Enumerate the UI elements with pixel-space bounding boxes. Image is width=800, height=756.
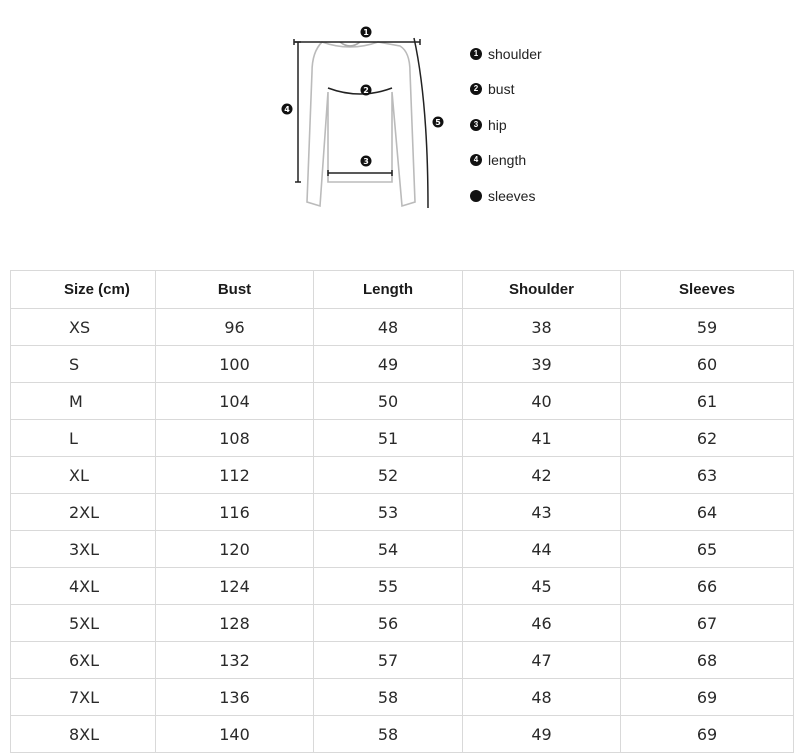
cell-length: 51: [314, 420, 463, 457]
svg-text:3: 3: [363, 157, 369, 166]
table-row: [11, 383, 794, 420]
cell-length: 56: [314, 605, 463, 642]
size-chart-table: [10, 270, 794, 753]
cell-bust: 104: [156, 383, 314, 420]
cell-shoulder: 49: [463, 716, 621, 753]
table-row: [11, 309, 794, 346]
header-bust: Bust: [156, 271, 314, 309]
cell-size: S: [11, 346, 156, 383]
cell-sleeves: 63: [621, 457, 794, 494]
cell-length: 52: [314, 457, 463, 494]
table-header-row: [11, 271, 794, 309]
legend-marker-icon: 1: [470, 48, 482, 60]
table-row: [11, 716, 794, 753]
marker-4-icon: [282, 104, 293, 115]
cell-sleeves: 69: [621, 716, 794, 753]
legend-marker-icon: [470, 190, 482, 202]
cell-size: 6XL: [11, 642, 156, 679]
cell-size: 8XL: [11, 716, 156, 753]
cell-bust: 100: [156, 346, 314, 383]
table-row: [11, 605, 794, 642]
svg-text:1: 1: [363, 28, 369, 37]
cell-bust: 136: [156, 679, 314, 716]
marker-3-icon: [361, 156, 372, 167]
cell-size: 2XL: [11, 494, 156, 531]
cell-size: XL: [11, 457, 156, 494]
header-sleeves: Sleeves: [621, 271, 794, 309]
cell-shoulder: 41: [463, 420, 621, 457]
hip-measure-line: [328, 170, 392, 176]
marker-1-icon: [361, 27, 372, 38]
marker-5-icon: [433, 117, 444, 128]
header-size: Size (cm): [11, 271, 156, 309]
table-row: [11, 420, 794, 457]
cell-shoulder: 38: [463, 309, 621, 346]
legend-label: length: [488, 152, 527, 169]
cell-length: 55: [314, 568, 463, 605]
table-row: [11, 531, 794, 568]
legend-item: [470, 36, 670, 72]
cell-shoulder: 40: [463, 383, 621, 420]
cell-sleeves: 59: [621, 309, 794, 346]
cell-size: 3XL: [11, 531, 156, 568]
bust-measure-line: [328, 88, 392, 94]
cell-length: 49: [314, 346, 463, 383]
cell-length: 48: [314, 309, 463, 346]
cell-sleeves: 64: [621, 494, 794, 531]
cell-sleeves: 65: [621, 531, 794, 568]
cell-size: M: [11, 383, 156, 420]
cell-bust: 96: [156, 309, 314, 346]
cell-size: 5XL: [11, 605, 156, 642]
cell-bust: 132: [156, 642, 314, 679]
cell-length: 58: [314, 679, 463, 716]
shirt-outline-icon: [307, 42, 415, 206]
cell-length: 54: [314, 531, 463, 568]
garment-measurement-diagram: [280, 22, 450, 222]
legend-label: shoulder: [488, 45, 542, 62]
header-shoulder: Shoulder: [463, 271, 621, 309]
table-row: [11, 346, 794, 383]
cell-shoulder: 43: [463, 494, 621, 531]
table-body: [11, 309, 794, 753]
table-row: [11, 679, 794, 716]
cell-bust: 108: [156, 420, 314, 457]
cell-shoulder: 42: [463, 457, 621, 494]
cell-sleeves: 66: [621, 568, 794, 605]
cell-bust: 128: [156, 605, 314, 642]
cell-shoulder: 47: [463, 642, 621, 679]
svg-text:5: 5: [435, 118, 441, 127]
length-measure-line: [295, 42, 301, 182]
legend-marker-icon: 2: [470, 83, 482, 95]
legend-item: [470, 143, 670, 179]
table-row: [11, 457, 794, 494]
cell-sleeves: 62: [621, 420, 794, 457]
legend-marker-icon: 4: [470, 154, 482, 166]
cell-shoulder: 44: [463, 531, 621, 568]
table-row: [11, 494, 794, 531]
legend-label: bust: [488, 81, 515, 98]
cell-bust: 116: [156, 494, 314, 531]
cell-shoulder: 39: [463, 346, 621, 383]
cell-sleeves: 67: [621, 605, 794, 642]
cell-size: XS: [11, 309, 156, 346]
svg-text:2: 2: [363, 86, 369, 95]
table-row: [11, 568, 794, 605]
cell-bust: 124: [156, 568, 314, 605]
cell-sleeves: 61: [621, 383, 794, 420]
header-length: Length: [314, 271, 463, 309]
table-row: [11, 642, 794, 679]
cell-length: 58: [314, 716, 463, 753]
cell-bust: 140: [156, 716, 314, 753]
legend-label: hip: [488, 116, 507, 133]
cell-shoulder: 46: [463, 605, 621, 642]
marker-2-icon: [361, 85, 372, 96]
cell-sleeves: 68: [621, 642, 794, 679]
cell-length: 53: [314, 494, 463, 531]
cell-size: L: [11, 420, 156, 457]
svg-text:4: 4: [284, 105, 290, 114]
cell-size: 7XL: [11, 679, 156, 716]
cell-sleeves: 60: [621, 346, 794, 383]
cell-shoulder: 45: [463, 568, 621, 605]
sleeves-measure-line: [414, 38, 428, 208]
cell-size: 4XL: [11, 568, 156, 605]
legend-label: sleeves: [488, 187, 536, 204]
legend-item: [470, 107, 670, 143]
cell-length: 57: [314, 642, 463, 679]
legend-marker-icon: 3: [470, 119, 482, 131]
cell-bust: 112: [156, 457, 314, 494]
measurement-legend: [470, 36, 670, 214]
cell-length: 50: [314, 383, 463, 420]
legend-item: [470, 178, 670, 214]
cell-sleeves: 69: [621, 679, 794, 716]
cell-shoulder: 48: [463, 679, 621, 716]
cell-bust: 120: [156, 531, 314, 568]
legend-item: [470, 72, 670, 108]
